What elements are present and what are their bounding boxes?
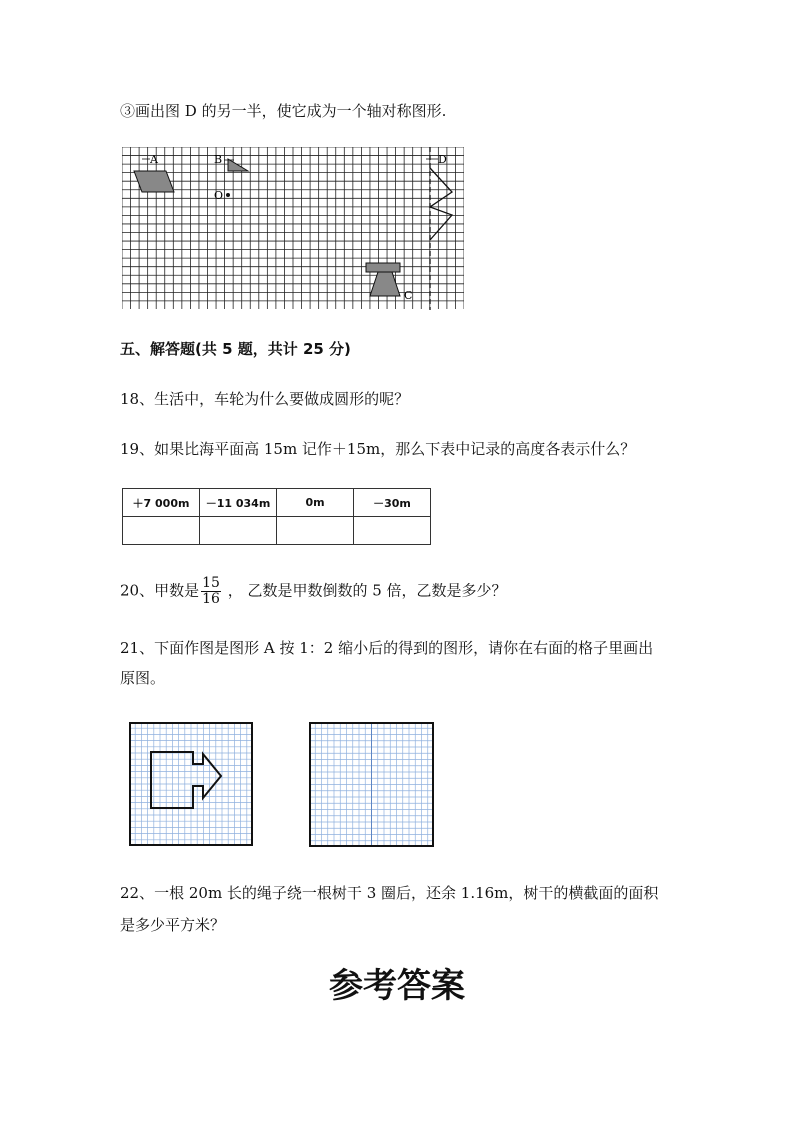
half-figure-d bbox=[430, 168, 452, 240]
grid-lines bbox=[122, 147, 464, 309]
table-row bbox=[123, 517, 431, 545]
trapezoid-c-top bbox=[366, 263, 400, 272]
answer-cell[interactable] bbox=[277, 517, 354, 545]
label-o: O bbox=[214, 189, 224, 202]
fraction-numerator: 15 bbox=[202, 575, 220, 591]
question-20 bbox=[120, 576, 507, 607]
section-five-heading: 五、解答题(共 5 题，共计 25 分) bbox=[120, 340, 351, 358]
table-header-cell: －30m bbox=[354, 489, 431, 517]
question-19: 19、如果比海平面高 15m 记作＋15m，那么下表中记录的高度各表示什么？ bbox=[120, 440, 636, 458]
label-b: B bbox=[214, 153, 223, 166]
point-o bbox=[226, 193, 230, 197]
answer-cell[interactable] bbox=[354, 517, 431, 545]
answer-key-title: 参考答案 bbox=[329, 966, 465, 1006]
label-a: A bbox=[150, 153, 158, 166]
question-21-line1: 21、下面作图是图形 A 按 1：2 缩小后的得到的图形，请你在右面的格子里画出 bbox=[120, 639, 654, 657]
table-header-cell: 0m bbox=[277, 489, 354, 517]
fraction-denominator: 16 bbox=[202, 591, 220, 607]
question-20-prefix: 20、甲数是 bbox=[120, 581, 200, 600]
fraction-15-16 bbox=[201, 576, 221, 607]
table-header-cell: ＋7 000m bbox=[123, 489, 200, 517]
empty-drawing-grid[interactable] bbox=[309, 722, 434, 847]
symmetry-grid-figure bbox=[122, 147, 464, 310]
height-table bbox=[122, 488, 431, 545]
question-22-line1: 22、一根 20m 长的绳子绕一根树干 3 圈后，还余 1.16m，树干的横截面的面积 bbox=[120, 884, 659, 902]
answer-cell[interactable] bbox=[200, 517, 277, 545]
parallelogram-a bbox=[134, 171, 174, 192]
question-20-suffix: ， 乙数是甲数倒数的 5 倍，乙数是多少？ bbox=[222, 581, 507, 600]
question-22-line2: 是多少平方米？ bbox=[120, 916, 226, 934]
question-d-text: ③画出图 D 的另一半，使它成为一个轴对称图形. bbox=[120, 102, 447, 120]
table-header-cell: －11 034m bbox=[200, 489, 277, 517]
label-d: D bbox=[438, 153, 447, 166]
table-row bbox=[123, 489, 431, 517]
reduced-shape-grid bbox=[129, 722, 253, 846]
answer-cell[interactable] bbox=[123, 517, 200, 545]
question-18: 18、生活中，车轮为什么要做成圆形的呢？ bbox=[120, 390, 410, 408]
arrow-shape-a bbox=[151, 752, 221, 808]
question-21-line2: 原图。 bbox=[120, 669, 166, 687]
triangle-b bbox=[228, 159, 248, 171]
label-c: C bbox=[404, 289, 413, 302]
